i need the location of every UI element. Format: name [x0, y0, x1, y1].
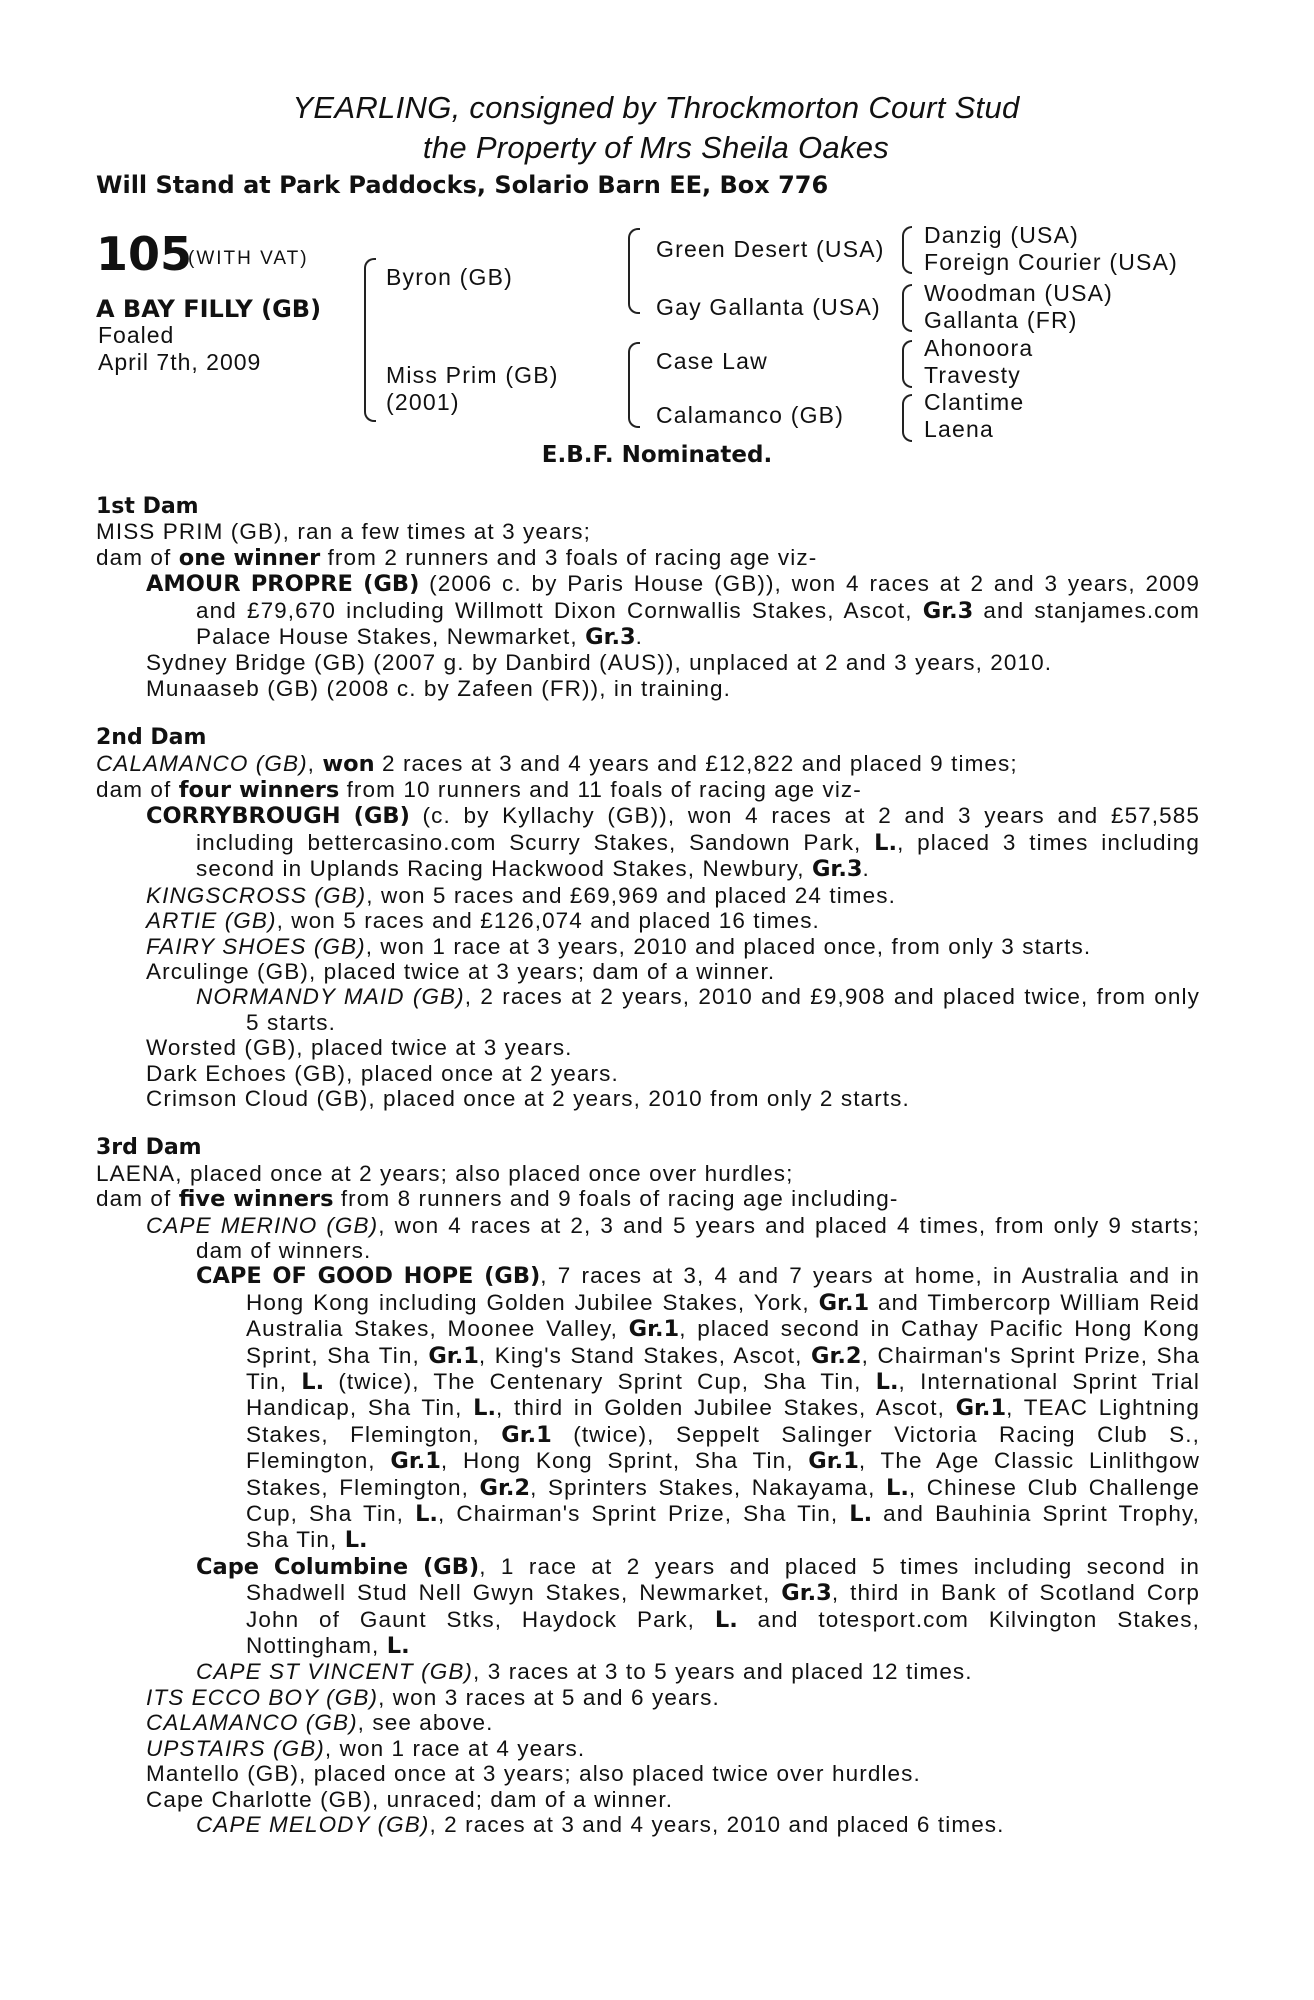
third-dam-summary: LAENA, placed once at 2 years; also placed once over hurdles;	[96, 1160, 794, 1186]
pedigree-dsd: Travesty	[924, 362, 1021, 388]
cape-st-vincent-entry: CAPE ST VINCENT (GB), 3 races at 3 to 5 years and placed 12 times.	[196, 1659, 973, 1685]
kingscross-entry: KINGSCROSS (GB), won 5 races and £69,969 and placed 24 times.	[146, 882, 896, 908]
pedigree-brace-dd	[902, 394, 912, 442]
pedigree-dam-year: (2001)	[386, 389, 460, 415]
third-dam-section	[96, 1135, 1200, 1837]
foaled-date: April 7th, 2009	[98, 349, 262, 375]
pedigree-sire: Byron (GB)	[386, 264, 514, 290]
second-dam-summary: CALAMANCO (GB), won 2 races at 3 and 4 years and £12,822 and placed 9 times;	[96, 750, 1018, 777]
corrybrough-entry: CORRYBROUGH (GB) (c. by Kyllachy (GB)), won 4 races at 2 and 3 years and £57,585 including bettercasino.com Scurry Stakes, Sandown Park, L., placed 3 times including second in Uplands Racing Hackwood Stakes, Newbury, Gr.3.	[146, 803, 1200, 883]
cape-of-good-hope-entry: CAPE OF GOOD HOPE (GB), 7 races at 3, 4 and 7 years at home, in Australia and in Hong Kong including Golden Jubilee Stakes, York, Gr.1 and Timbercorp William Reid Australia Stakes, Moonee Valley, Gr.1, placed second in Cathay Pacific Hong Kong Sprint, Sha Tin, Gr.1, King's Stand Stakes, Ascot, Gr.2, Chairman's Sprint Prize, Sha Tin, L. (twice), The Centenary Sprint Cup, Sha Tin, L., International Sprint Trial Handicap, Sha Tin, L., third in Golden Jubilee Stakes, Ascot, Gr.1, TEAC Lightning Stakes, Flemington, Gr.1 (twice), Seppelt Salinger Victoria Racing Club S., Flemington, Gr.1, Hong Kong Sprint, Sha Tin, Gr.1, The Age Classic Linlithgow Stakes, Flemington, Gr.2, Sprinters Stakes, Nakayama, L., Chinese Club Challenge Cup, Sha Tin, L., Chairman's Sprint Prize, Sha Tin, L. and Bauhinia Sprint Trophy, Sha Tin, L.	[196, 1263, 1201, 1554]
pedigree-sire-dam: Gay Gallanta (USA)	[656, 294, 881, 320]
pedigree-sdd: Gallanta (FR)	[924, 307, 1078, 333]
first-dam-produce-summary: dam of one winner from 2 runners and 3 foals of racing age viz-	[96, 544, 818, 571]
sydney-bridge-entry: Sydney Bridge (GB) (2007 g. by Danbird (AUS)), unplaced at 2 and 3 years, 2010.	[146, 650, 1053, 676]
foaled-label: Foaled	[98, 322, 175, 348]
amour-propre-entry: AMOUR PROPRE (GB) (2006 c. by Paris House (GB)), won 4 races at 2 and 3 years, 2009 and £79,670 including Willmott Dixon Cornwallis Stakes, Ascot, Gr.3 and stanjames.com Palace House Stakes, Newmarket, Gr.3.	[146, 571, 1200, 651]
cape-merino-entry: CAPE MERINO (GB), won 4 races at 2, 3 and 5 years and placed 4 times, from only 9 starts; dam of winners.	[146, 1212, 1200, 1263]
third-dam-produce-summary: dam of five winners from 8 runners and 9 foals of racing age including-	[96, 1186, 899, 1213]
produce-record	[96, 494, 1200, 1861]
mantello-entry: Mantello (GB), placed once at 3 years; also placed twice over hurdles.	[146, 1761, 921, 1787]
dark-echoes-entry: Dark Echoes (GB), placed once at 2 years.	[146, 1060, 619, 1086]
pedigree-dam-dam: Calamanco (GB)	[656, 402, 845, 428]
property-line: the Property of Mrs Sheila Oakes	[422, 130, 890, 165]
foaled-info	[98, 322, 261, 376]
second-dam-produce-summary: dam of four winners from 10 runners and 11 foals of racing age viz-	[96, 777, 862, 804]
pedigree-brace-sire	[628, 228, 640, 314]
first-dam-section	[96, 494, 1200, 701]
pedigree-ssd: Foreign Courier (USA)	[924, 249, 1178, 275]
second-dam-section	[96, 725, 1200, 1111]
pedigree-brace-main	[364, 258, 376, 422]
ebf-nomination: E.B.F. Nominated.	[541, 442, 773, 468]
vat-note: (WITH VAT)	[188, 248, 309, 269]
third-dam-heading: 3rd Dam	[96, 1135, 202, 1161]
pedigree-sss: Danzig (USA)	[924, 222, 1079, 248]
crimson-cloud-entry: Crimson Cloud (GB), placed once at 2 years, 2010 from only 2 starts.	[146, 1085, 910, 1111]
pedigree-sire-sire: Green Desert (USA)	[656, 236, 885, 262]
first-dam-heading: 1st Dam	[96, 494, 199, 519]
consignment-line: YEARLING, consigned by Throckmorton Court Stud	[292, 90, 1020, 125]
pedigree-ddd: Laena	[924, 416, 994, 442]
cape-melody-entry: CAPE MELODY (GB), 2 races at 3 and 4 years, 2010 and placed 6 times.	[196, 1811, 1005, 1837]
cape-charlotte-entry: Cape Charlotte (GB), unraced; dam of a winner.	[146, 1786, 674, 1812]
horse-name: A BAY FILLY (GB)	[96, 295, 322, 323]
pedigree-dam: Miss Prim (GB)	[386, 362, 559, 388]
pedigree-brace-sd	[902, 284, 912, 332]
stand-location: Will Stand at Park Paddocks, Solario Barn EE, Box 776	[96, 171, 829, 199]
worsted-entry: Worsted (GB), placed twice at 3 years.	[146, 1035, 573, 1061]
pedigree-brace-dam	[628, 342, 640, 428]
pedigree-dds: Clantime	[924, 389, 1025, 415]
calamanco-entry: CALAMANCO (GB), see above.	[146, 1710, 494, 1736]
pedigree-brace-ds	[902, 340, 912, 388]
its-ecco-boy-entry: ITS ECCO BOY (GB), won 3 races at 5 and 6 years.	[146, 1684, 720, 1710]
cape-columbine-entry: Cape Columbine (GB), 1 race at 2 years and placed 5 times including second in Shadwell Stud Nell Gwyn Stakes, Newmarket, Gr.3, third in Bank of Scotland Corp John of Gaunt Stks, Haydock Park, L. and totesport.com Kilvington Stakes, Nottingham, L.	[196, 1553, 1200, 1660]
artie-entry: ARTIE (GB), won 5 races and £126,074 and placed 16 times.	[146, 908, 820, 934]
first-dam-summary: MISS PRIM (GB), ran a few times at 3 years;	[96, 519, 591, 545]
pedigree-brace-ss	[902, 226, 912, 274]
munaaseb-entry: Munaaseb (GB) (2008 c. by Zafeen (FR)), in training.	[146, 675, 731, 701]
lot-header	[96, 88, 1216, 202]
normandy-maid-entry: NORMANDY MAID (GB), 2 races at 2 years, 2010 and £9,908 and placed twice, from only 5 starts.	[196, 984, 1200, 1035]
upstairs-entry: UPSTAIRS (GB), won 1 race at 4 years.	[146, 1735, 586, 1761]
pedigree-sds: Woodman (USA)	[924, 280, 1114, 306]
lot-number: 105	[96, 227, 193, 281]
fairy-shoes-entry: FAIRY SHOES (GB), won 1 race at 3 years, 2010 and placed once, from only 3 starts.	[146, 933, 1092, 959]
second-dam-heading: 2nd Dam	[96, 725, 207, 751]
pedigree-dss: Ahonoora	[924, 335, 1034, 361]
pedigree-dam-sire: Case Law	[656, 348, 768, 374]
arculinge-entry: Arculinge (GB), placed twice at 3 years; dam of a winner.	[146, 958, 776, 984]
